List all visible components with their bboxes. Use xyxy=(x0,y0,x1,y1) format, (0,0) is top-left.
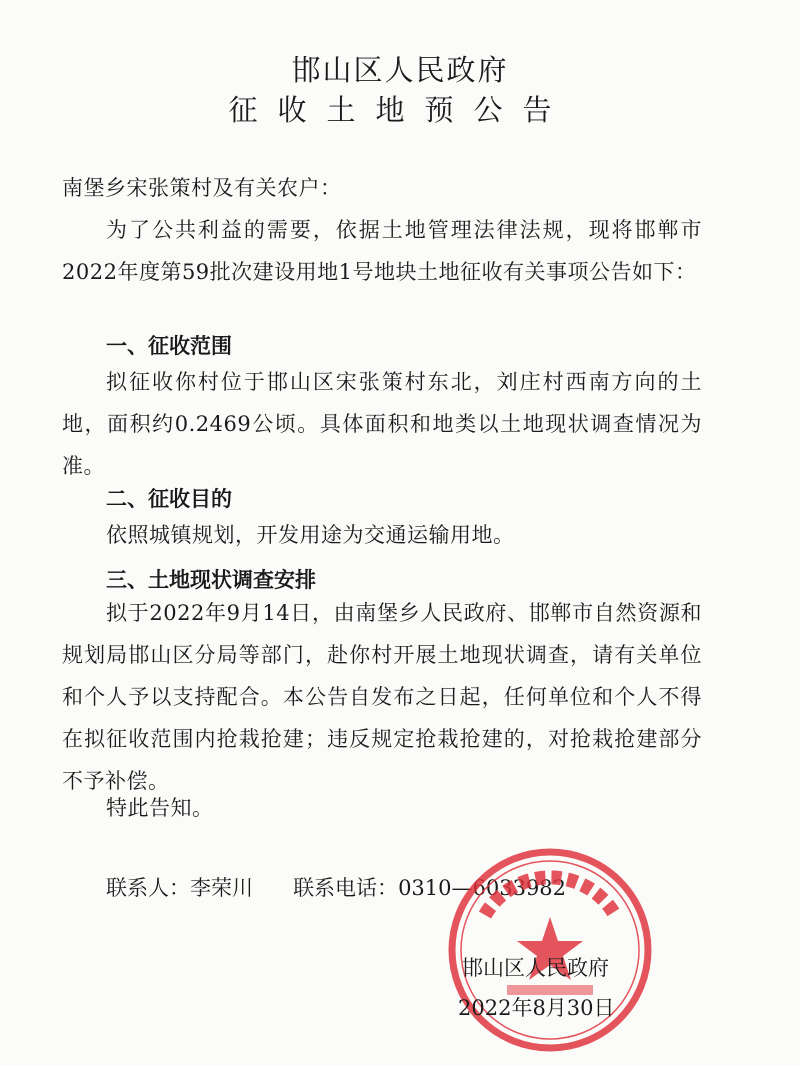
closing-text: 特此告知。 xyxy=(106,796,214,820)
signature-date: 2022年8月30日 xyxy=(458,996,615,1020)
section-text-scope: 拟征收你村位于邯山区宋张策村东北，刘庄村西南方向的土地，面积约0.2469公顷。具体面积和地类以土地现状调查情况为准。 xyxy=(62,370,702,478)
section-heading-purpose: 二、征收目的 xyxy=(106,487,232,511)
contact-person-label: 联系人： xyxy=(106,876,190,900)
contact-phone-label: 联系电话： xyxy=(293,876,399,900)
section-text-purpose: 依照城镇规划，开发用途为交通运输用地。 xyxy=(106,523,515,547)
official-seal-icon xyxy=(445,845,655,1055)
signature-org: 邯山区人民政府 xyxy=(462,956,609,980)
issuer-title: 邯山区人民政府 xyxy=(291,53,509,87)
contact-person: 李荣川 xyxy=(190,876,253,900)
section-heading-scope: 一、征收范围 xyxy=(106,334,232,358)
contact-phone: 0310—6033982 xyxy=(398,876,567,900)
section-heading-survey: 三、土地现状调查安排 xyxy=(106,568,316,592)
notice-title: 征收土地预公告 xyxy=(228,93,572,127)
intro-paragraph: 为了公共利益的需要，依据土地管理法律法规，现将邯郸市2022年度第59批次建设用地1号地块土地征收有关事项公告如下： xyxy=(62,218,702,284)
salutation: 南堡乡宋张策村及有关农户： xyxy=(62,176,342,200)
section-text-survey: 拟于2022年9月14日，由南堡乡人民政府、邯郸市自然资源和规划局邯山区分局等部门，赴你村开展土地现状调查，请有关单位和个人予以支持配合。本公告自发布之日起，任何单位和个人不得在拟征收范围内抢栽抢建；违反规定抢栽抢建的，对抢栽抢建部分不予补偿。 xyxy=(62,601,702,793)
